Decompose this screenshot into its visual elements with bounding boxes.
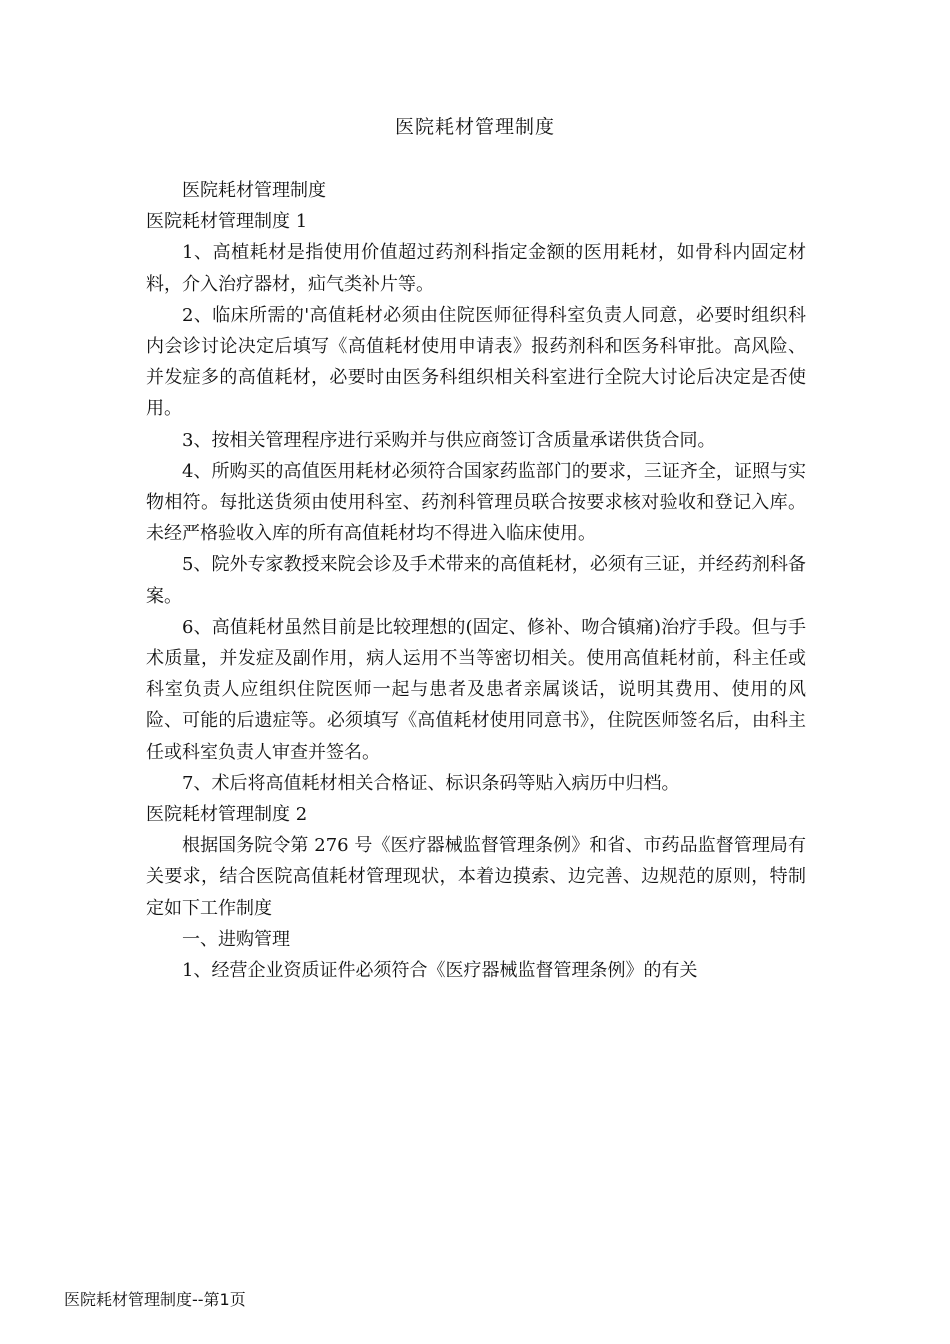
- document-title: 医院耗材管理制度: [394, 116, 555, 138]
- paragraph: 4、所购买的高值医用耗材必须符合国家药监部门的要求，三证齐全，证照与实物相符。每批送货须由使用科室、药剂科管理员联合按要求核对验收和登记入库。未经严格验收入库的所有高值耗材均不得进入临床使用。: [146, 460, 806, 545]
- paragraph: 3、按相关管理程序进行采购并与供应商签订含质量承诺供货合同。: [182, 429, 716, 451]
- page-footer: 医院耗材管理制度--第1页: [64, 1290, 246, 1309]
- paragraph: 1、经营企业资质证件必须符合《医疗器械监督管理条例》的有关: [182, 960, 698, 982]
- section-heading: 医院耗材管理制度 2: [146, 804, 308, 826]
- section-heading: 医院耗材管理制度 1: [146, 211, 308, 233]
- paragraph: 1、高植耗材是指使用价值超过药剂科指定金额的医用耗材，如骨科内固定材料，介入治疗器材，疝气类补片等。: [146, 242, 806, 295]
- subsection-heading: 一、进购管理: [182, 928, 290, 950]
- paragraph: 医院耗材管理制度: [182, 180, 326, 201]
- paragraph: 根据国务院令第 276 号《医疗器械监督管理条例》和省、市药品监督管理局有关要求，结合医院高值耗材管理现状，本着边摸索、边完善、边规范的原则，特制定如下工作制度: [146, 835, 806, 919]
- paragraph: 2、临床所需的'高值耗材必须由住院医师征得科室负责人同意，必要时组织科内会诊讨论决定后填写《高值耗材使用申请表》报药剂科和医务科审批。高风险、并发症多的高值耗材，必要时由医务科组织相关科室进行全院大讨论后决定是否使用。: [146, 304, 806, 420]
- document-body: [146, 175, 806, 986]
- paragraph: 6、高值耗材虽然目前是比较理想的(固定、修补、吻合镇痛)治疗手段。但与手术质量，并发症及副作用，病人运用不当等密切相关。使用高值耗材前，科主任或科室负责人应组织住院医师一起与患者及患者亲属谈话，说明其费用、使用的风险、可能的后遗症等。必须填写《高值耗材使用同意书》，住院医师签名后，由科主任或科室负责人审查并签名。: [146, 616, 806, 763]
- paragraph: 5、院外专家教授来院会诊及手术带来的高值耗材，必须有三证，并经药剂科备案。: [146, 554, 806, 607]
- paragraph: 7、术后将高值耗材相关合格证、标识条码等贴入病历中归档。: [182, 772, 680, 794]
